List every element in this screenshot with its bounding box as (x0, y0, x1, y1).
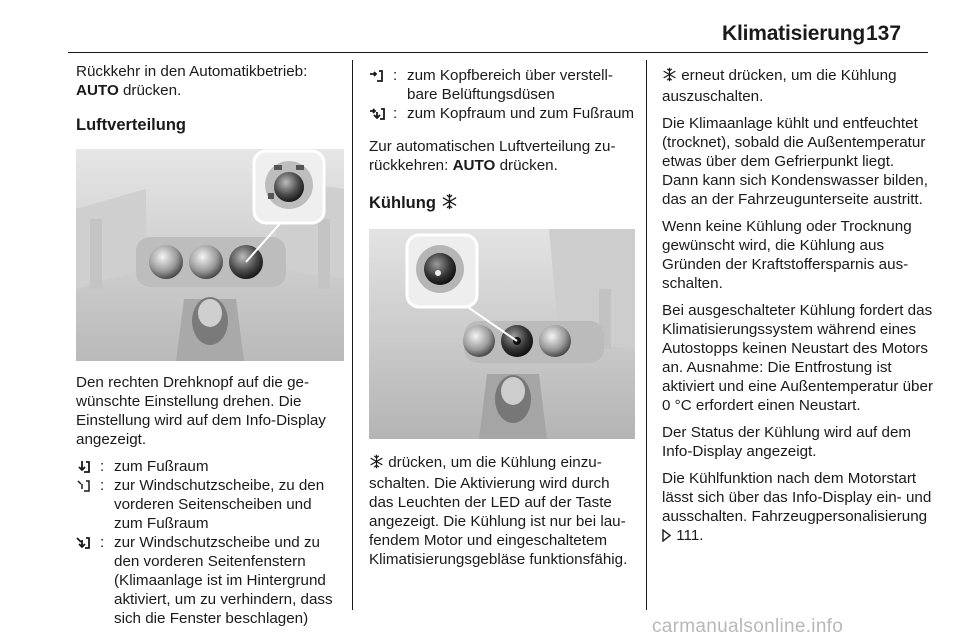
list-item: : zum Fußraum (76, 457, 344, 476)
air-distribution-list (76, 457, 344, 628)
column-divider-2 (646, 60, 647, 610)
air-distribution-list-continued (369, 66, 635, 123)
page-reference-icon (662, 528, 672, 547)
snowflake-icon (662, 67, 677, 87)
personalization-paragraph: Die Kühlfunktion nach dem Motorstart lässt sich über das Info-Display ein- und ausschalten. Fahrzeugpersonalisierung 111. (662, 469, 934, 547)
page-reference-link[interactable]: 111. (672, 527, 704, 544)
column-2 (369, 62, 635, 577)
page-title: Klimatisierung (722, 22, 866, 45)
auto-label: AUTO (452, 157, 496, 174)
page-number: 137 (866, 22, 902, 45)
head-air-icon (369, 66, 393, 85)
header-rule (68, 52, 928, 53)
windscreen-air-icon (76, 476, 100, 495)
windscreen-footwell-air-icon (76, 533, 100, 552)
list-item: : zur Windschutzscheibe und zu den vorderen Seitenfenstern (Klimaanlage ist im Hintergrund aktiviert, um zu verhindern, dass sich die Fenster beschlagen) (76, 533, 344, 628)
status-paragraph: Der Status der Kühlung wird auf dem Info-Display angezeigt. (662, 424, 912, 460)
auto-distribution-paragraph: Zur automatischen Luftverteilung zurückkehren: AUTO drücken. (369, 138, 616, 174)
list-item: : zum Kopfbereich über verstellbare Belüftungsdüsen (369, 66, 635, 104)
cooling-paragraph: drücken, um die Kühlung einzuschalten. Die Aktivierung wird durch das Leuchten der LED auf der Taste angezeigt. Die Kühlung ist nur bei laufendem Motor und eingeschaltetem Klimatisierungsgebläse funktionsfähig. (369, 454, 628, 568)
list-item: : zum Kopfraum und zum Fußraum (369, 104, 635, 123)
column-1 (76, 62, 344, 636)
air-distribution-photo (76, 149, 344, 361)
cooling-off-paragraph: erneut drücken, um die Kühlung auszuschalten. (662, 67, 897, 105)
air-distribution-paragraph: Den rechten Drehknopf auf die gewünschte Einstellung drehen. Die Einstellung wird auf dem Info-Display angezeigt. (76, 374, 326, 448)
column-divider-1 (352, 60, 353, 610)
section-heading-luftverteilung: Luftverteilung (76, 116, 186, 134)
auto-mode-paragraph: Rückkehr in den Automatikbetrieb: AUTO drücken. (76, 63, 308, 99)
auto-label: AUTO (76, 82, 119, 99)
snowflake-icon (369, 454, 384, 474)
fuel-saving-paragraph: Wenn keine Kühlung oder Trocknung gewünscht wird, die Kühlung aus Gründen der Kraftstoffersparnis ausschalten. (662, 218, 912, 292)
section-heading-kuehlung: Kühlung (369, 193, 635, 215)
head-footwell-air-icon (369, 104, 393, 123)
snowflake-icon (441, 193, 458, 215)
column-3 (662, 62, 934, 555)
footwell-air-icon (76, 457, 100, 476)
autostop-paragraph: Bei ausgeschalteter Kühlung fordert das Klimatisierungssystem während eines Autostopps keinen Neustart des Motors an. Ausnahme: Die Entfrostung ist aktiviert und eine Außentemperatur über 0 °C erfordert einen Neustart. (662, 302, 934, 414)
dehumidify-paragraph: Die Klimaanlage kühlt und entfeuchtet (trocknet), sobald die Außentemperatur etwas über dem Gefrierpunkt liegt. Dann kann sich Kondenswasser bilden, das an der Fahrzeugunterseite austritt. (662, 115, 928, 208)
cooling-button-photo (369, 229, 635, 439)
watermark: carmanualsonline.info (652, 616, 844, 637)
list-item: : zur Windschutzscheibe, zu den vorderen Seitenscheiben und zum Fußraum (76, 476, 344, 533)
